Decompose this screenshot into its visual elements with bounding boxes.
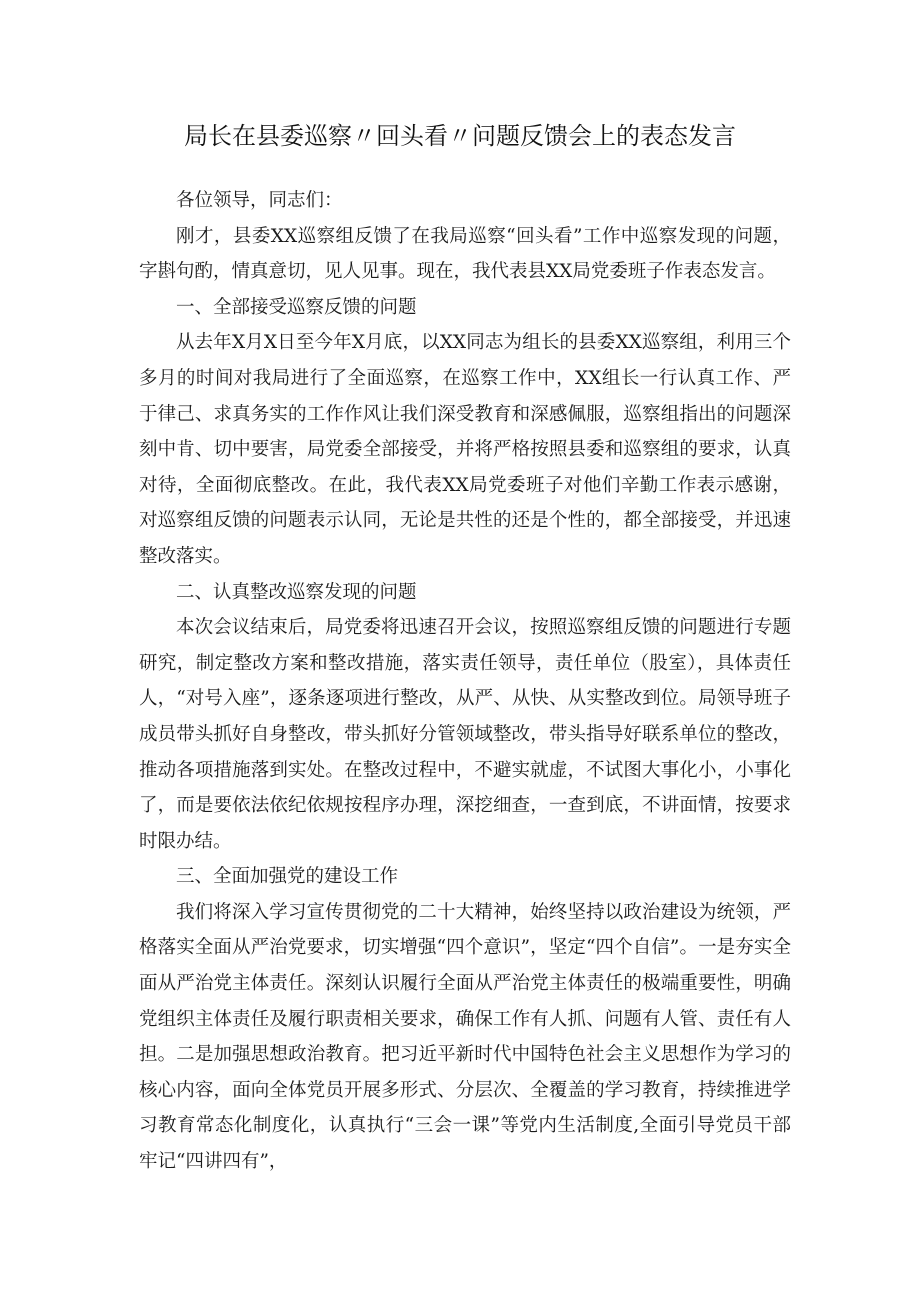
salutation: 各位领导，同志们：	[176, 190, 343, 211]
section-heading-1: 一、全部接受巡察反馈的问题	[176, 296, 417, 318]
document-title: 局长在县委巡察〃回头看〃问题反馈会上的表态发言	[184, 122, 736, 150]
document-body	[139, 183, 791, 1180]
paragraph-section-2: 本次会议结束后，局党委将迅速召开会议，按照巡察组反馈的问题进行专题研究，制定整改方案和整改措施，落实责任领导，责任单位（股室），具体责任人，“对号入座”，逐条逐项进行整改，从严、从快、从实整改到位。局领导班子成员带头抓好自身整改，带头抓好分管领域整改，带头指导好联系单位的整改，推动各项措施落到实处。在整改过程中，不避实就虚，不试图大事化小，小事化了，而是要依法依纪依规按程序办理，深挖细查，一查到底，不讲面情，按要求时限办结。	[139, 617, 791, 852]
paragraph-section-3: 我们将深入学习宣传贯彻党的二十大精神，始终坚持以政治建设为统领，严格落实全面从严治党要求，切实增强“四个意识”，坚定“四个自信”。一是夯实全面从严治党主体责任。深刻认识履行全面从严治党主体责任的极端重要性，明确党组织主体责任及履行职责相关要求，确保工作有人抓、问题有人管、责任有人担。二是加强思想政治教育。把习近平新时代中国特色社会主义思想作为学习的核心内容，面向全体党员开展多形式、分层次、全覆盖的学习教育，持续推进学习教育常态化制度化，认真执行“三会一课”等党内生活制度,全面引导党员干部牢记“四讲四有”，	[139, 901, 791, 1173]
section-heading-2: 二、认真整改巡察发现的问题	[176, 581, 417, 603]
paragraph-section-1: 从去年X月X日至今年X月底，以XX同志为组长的县委XX巡察组，利用三个多月的时间对我局进行了全面巡察，在巡察工作中，XX组长一行认真工作、严于律己、求真务实的工作作风让我们深受教育和深感佩服，巡察组指出的问题深刻中肯、切中要害，局党委全部接受，并将严格按照县委和巡察组的要求，认真对待，全面彻底整改。在此，我代表XX局党委班子对他们辛勤工作表示感谢，对巡察组反馈的问题表示认同，无论是共性的还是个性的，都全部接受，并迅速整改落实。	[139, 332, 791, 567]
paragraph-intro: 刚才，县委XX巡察组反馈了在我局巡察“回头看”工作中巡察发现的问题，字斟句酌，情真意切，见人见事。现在，我代表县XX局党委班子作表态发言。	[139, 225, 791, 283]
section-heading-3: 三、全面加强党的建设工作	[176, 866, 399, 888]
